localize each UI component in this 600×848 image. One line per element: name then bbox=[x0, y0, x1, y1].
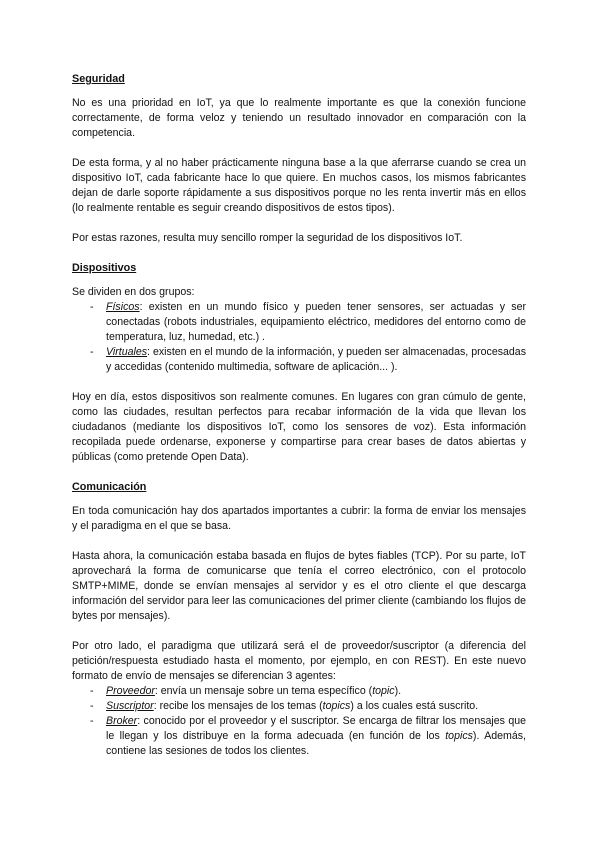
list-item-text: : envía un mensaje sobre un tema específico ( bbox=[154, 685, 373, 697]
list-item-emphasis: topics bbox=[445, 730, 473, 742]
paragraph: Por otro lado, el paradigma que utilizará será el de proveedor/suscriptor (a diferencia del petición/respuesta estudiado hasta el momento, por ejemplo, en con REST). En este nuevo formato de envío de mensajes se diferencian 3 agentes: bbox=[72, 640, 526, 682]
section-heading-dispositivos: Dispositivos bbox=[72, 262, 137, 274]
list-dash: - bbox=[90, 346, 94, 358]
section-heading-seguridad: Seguridad bbox=[72, 73, 125, 85]
list-item-term: Broker bbox=[106, 715, 138, 727]
list-item-term: Físicos bbox=[106, 301, 140, 313]
list-item-text: ). bbox=[394, 685, 402, 697]
section-comunicacion bbox=[72, 480, 526, 759]
list-item-emphasis: topics bbox=[322, 700, 351, 712]
list-item-text: : existen en el mundo de la información, y pueden ser almacenadas, procesadas y accedidas (contenido multimedia, software de aplicación... ). bbox=[106, 346, 526, 373]
list-item bbox=[72, 684, 526, 699]
list-dash: - bbox=[90, 700, 94, 712]
device-type-list bbox=[72, 300, 526, 375]
list-item bbox=[72, 714, 526, 759]
list-item-emphasis: topic bbox=[372, 685, 395, 697]
list-item-term: Suscriptor bbox=[106, 700, 154, 712]
list-item-term: Proveedor bbox=[106, 685, 155, 697]
document-page bbox=[72, 72, 526, 774]
paragraph: Se dividen en dos grupos: bbox=[72, 286, 195, 298]
paragraph: Por estas razones, resulta muy sencillo romper la seguridad de los dispositivos IoT. bbox=[72, 232, 463, 244]
list-dash: - bbox=[90, 301, 94, 313]
list-item bbox=[72, 699, 526, 714]
paragraph: De esta forma, y al no haber prácticamente ninguna base a la que aferrarse cuando se crea un dispositivo IoT, cada fabricante hace lo que quiere. En muchos casos, los mismos fabricantes dejan de darle soporte rápidamente a sus dispositivos porque no les renta invertir más en ellos (lo realmente rentable es seguir creando dispositivos de estos tipos). bbox=[72, 157, 526, 214]
list-item-text: ) a los cuales está suscrito. bbox=[350, 700, 479, 712]
agent-list bbox=[72, 684, 526, 759]
paragraph: Hoy en día, estos dispositivos son realmente comunes. En lugares con gran cúmulo de gente, como las ciudades, resultan perfectos para recabar información de la vida que llevan los ciudadanos (mediante los dispositivos IoT, como los sensores de voz). Esta información recopilada puede ordenarse, exponerse y compartirse para crear bases de datos abiertas y públicas (como pretende Open Data). bbox=[72, 391, 526, 463]
list-item-text: : existen en un mundo físico y pueden tener sensores, ser actuadas y ser conectadas (robots industriales, equipamiento eléctrico, medidores del entorno como de temperatura, luz, humedad, etc.) . bbox=[106, 301, 526, 343]
section-dispositivos bbox=[72, 261, 526, 465]
list-item bbox=[72, 345, 526, 375]
list-item-text: ). Además, contiene las sesiones de todos los clientes. bbox=[106, 730, 527, 757]
paragraph: Hasta ahora, la comunicación estaba basada en flujos de bytes fiables (TCP). Por su parte, IoT aprovechará la forma de comunicarse que tenía el correo electrónico, con el protocolo SMTP+MIME, donde se envían mensajes al servidor y es el otro cliente el que descarga información del servidor para leer las comunicaciones del primer cliente (cambiando los flujos de bytes por mensajes). bbox=[72, 550, 526, 622]
list-dash: - bbox=[90, 715, 94, 727]
section-seguridad bbox=[72, 72, 526, 246]
paragraph: En toda comunicación hay dos apartados importantes a cubrir: la forma de enviar los mensajes y el paradigma en el que se basa. bbox=[72, 505, 526, 532]
list-item-text: : conocido por el proveedor y el suscriptor. Se encarga de filtrar los mensajes que le llegan y los distribuye en la forma adecuada (en función de los bbox=[106, 715, 526, 742]
list-item-term: Virtuales bbox=[106, 346, 148, 358]
section-heading-comunicacion: Comunicación bbox=[72, 481, 147, 493]
list-item bbox=[72, 300, 526, 345]
paragraph: No es una prioridad en IoT, ya que lo realmente importante es que la conexión funcione correctamente, de forma veloz y teniendo un resultado innovador en comparación con la competencia. bbox=[72, 97, 526, 139]
list-dash: - bbox=[90, 685, 94, 697]
list-item-text: : recibe los mensajes de los temas ( bbox=[153, 700, 323, 712]
